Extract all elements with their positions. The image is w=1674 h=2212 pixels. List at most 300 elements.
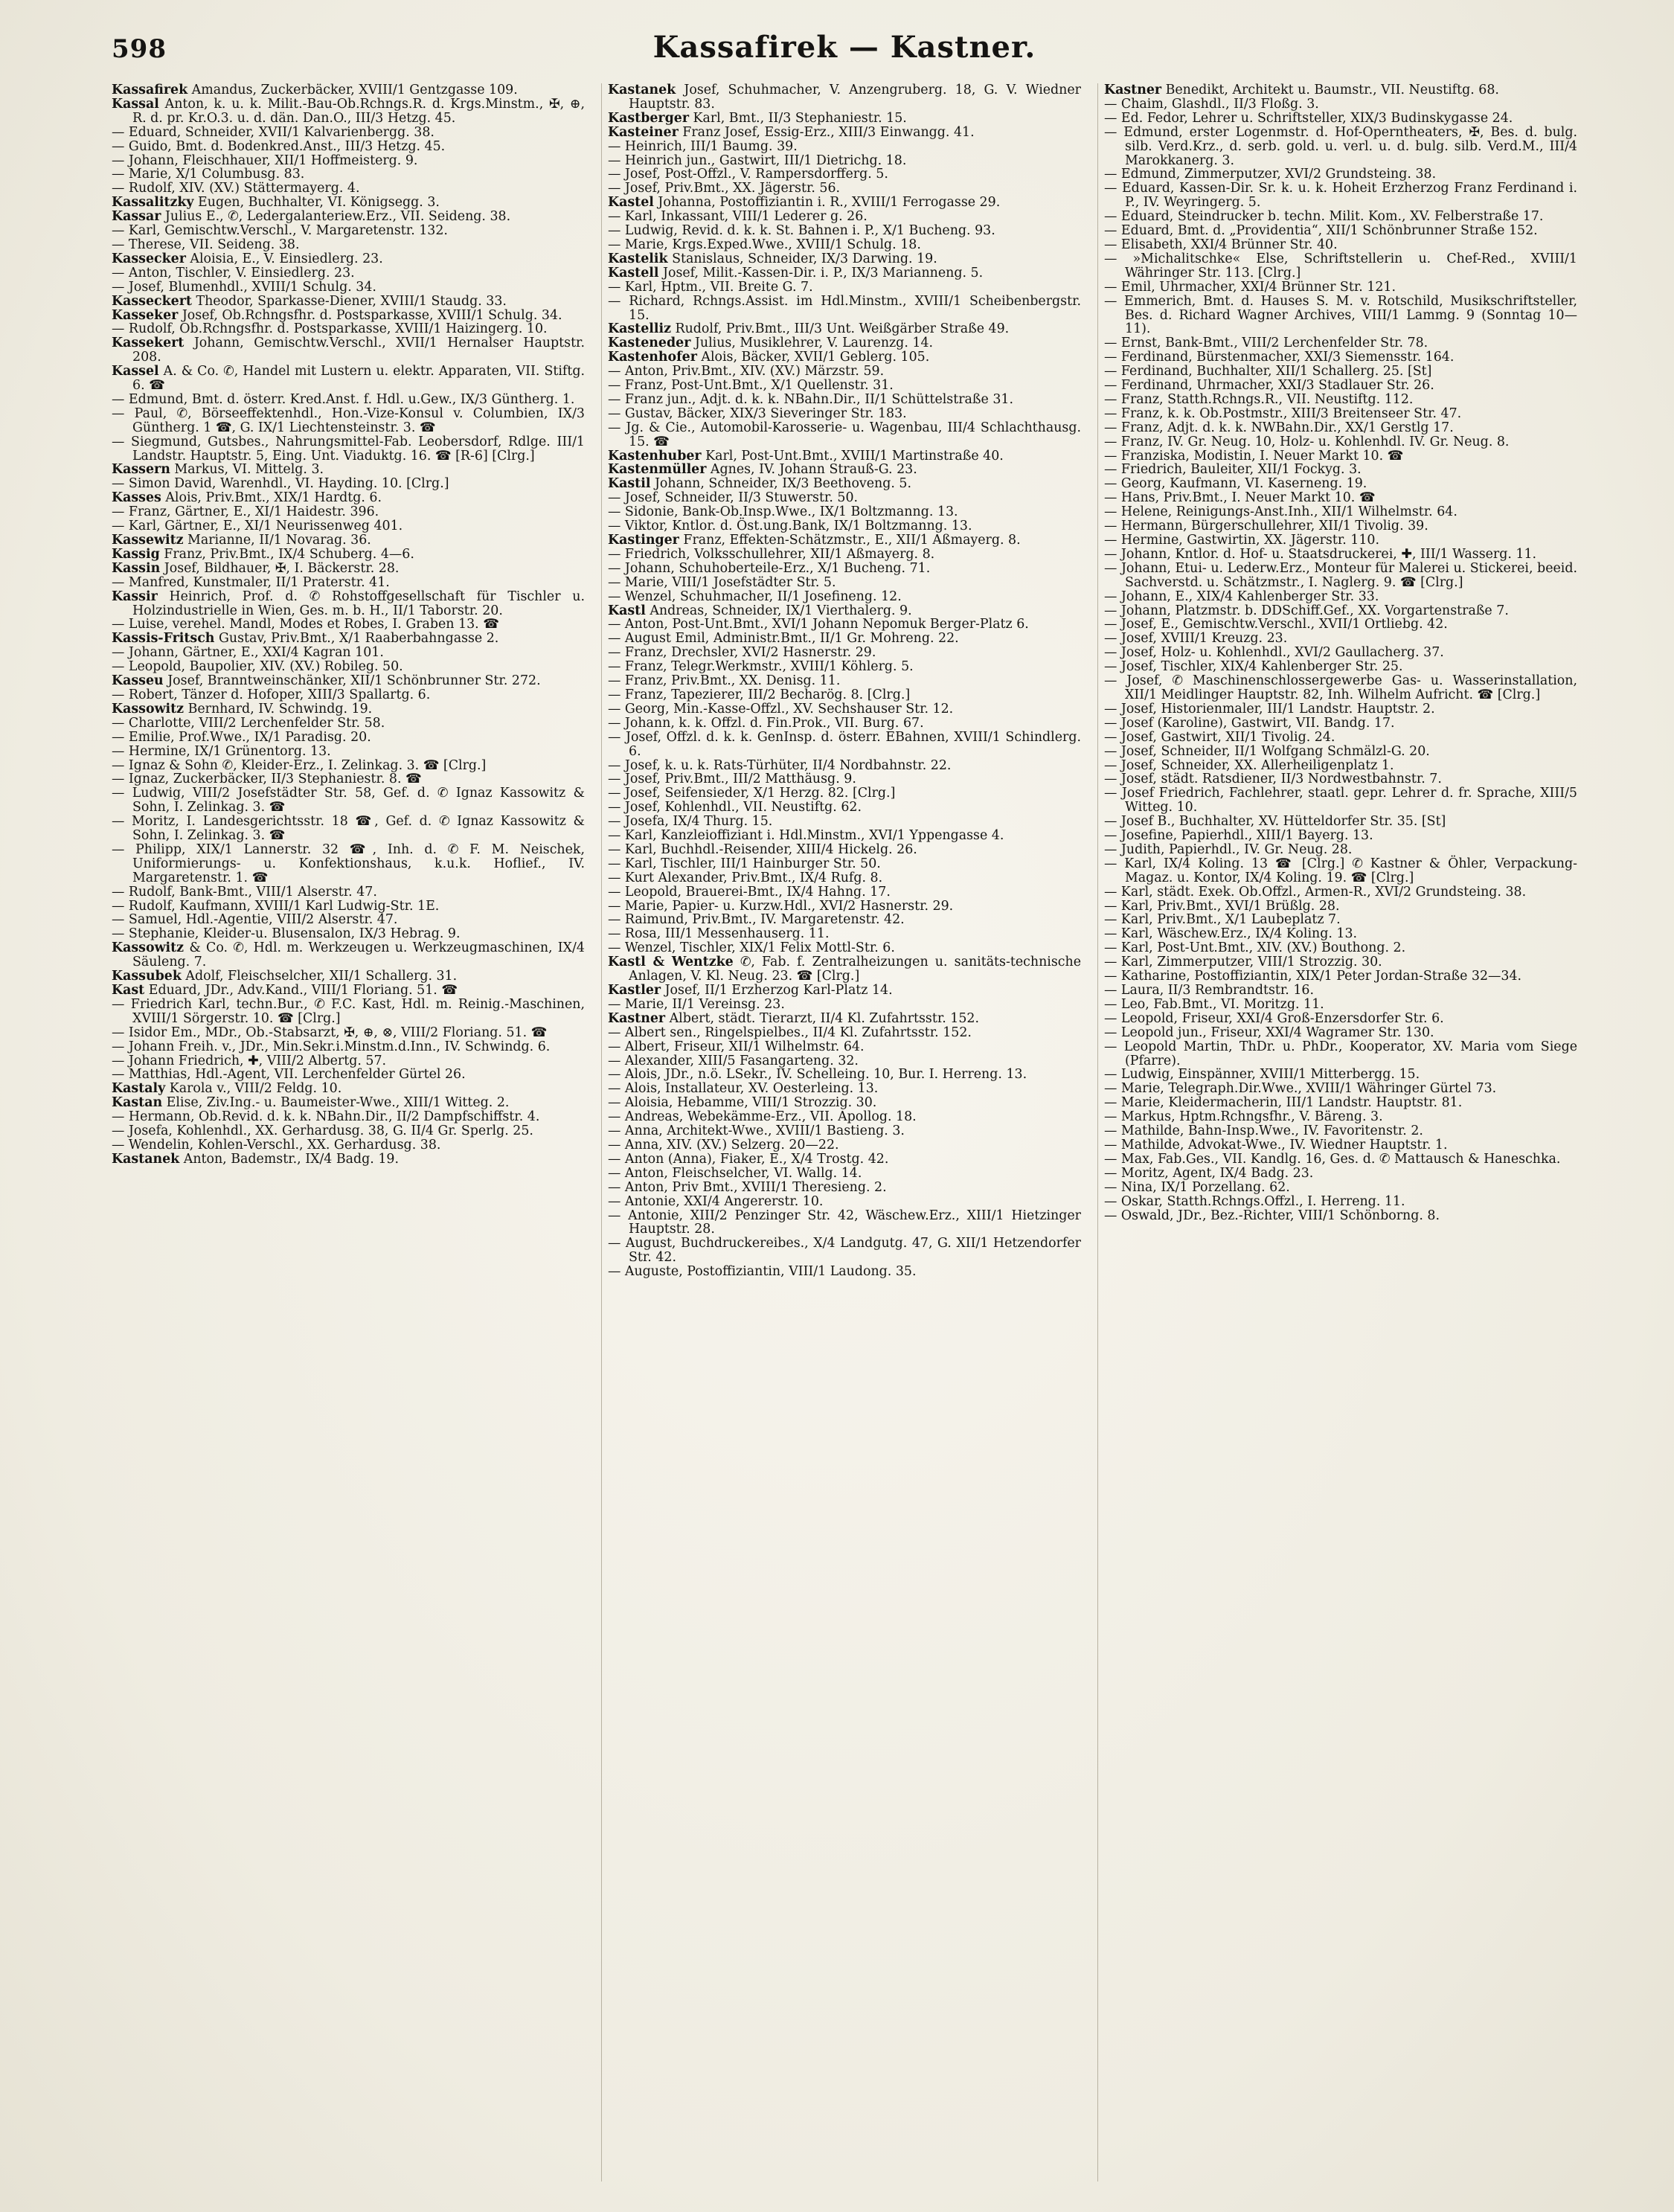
directory-entry: [608, 801, 1081, 815]
entry-details: — Josef, Seifensieder, X/1 Herzg. 82. [Clrg.]: [608, 786, 896, 801]
entry-surname: Kastenhuber: [608, 448, 702, 464]
entry-details: — Hermine, Gastwirtin, XX. Jägerstr. 110.: [1104, 533, 1380, 548]
entry-details: — Karl, Inkassant, VIII/1 Lederer g. 26.: [608, 209, 868, 225]
entry-details: — Franz, Telegr.Werkmstr., XVIII/1 Köhlerg. 5.: [608, 659, 914, 675]
entry-details: — Alois, Installateur, XV. Oesterleing. 13.: [608, 1081, 879, 1097]
entry-details: — Kurt Alexander, Priv.Bmt., IX/4 Rufg. 8.: [608, 870, 883, 885]
directory-entry: [1104, 83, 1577, 97]
entry-details: — Helene, Reinigungs-Anst.Inh., XII/1 Wilhelmstr. 64.: [1104, 504, 1457, 520]
entry-details: — Rudolf, Bank-Bmt., VIII/1 Alserstr. 47.: [112, 884, 377, 900]
entry-details: — Heinrich jun., Gastwirt, III/1 Dietrichg. 18.: [608, 153, 907, 168]
directory-entry: [608, 674, 1081, 688]
directory-entry: [112, 491, 585, 505]
directory-entry: [608, 295, 1081, 323]
entry-details: — Heinrich, III/1 Baumg. 39.: [608, 138, 798, 154]
directory-entry: [608, 449, 1081, 464]
entry-details: — Franz, Statth.Rchngs.R., VII. Neustiftg. 112.: [1104, 391, 1414, 407]
directory-entry: [1104, 1082, 1577, 1096]
entry-details: — Oswald, JDr., Bez.-Richter, VIII/1 Schönborng. 8.: [1104, 1208, 1440, 1223]
directory-entry: [608, 731, 1081, 759]
directory-entry: [608, 717, 1081, 731]
entry-details: — Ferdinand, Uhrmacher, XXI/3 Stadlauer Str. 26.: [1104, 378, 1434, 394]
directory-entry: [1104, 407, 1577, 421]
directory-entry: [112, 548, 585, 562]
page-header: [112, 30, 1577, 74]
entry-details: — Josef, Blumenhdl., XVIII/1 Schulg. 34.: [112, 279, 376, 295]
entry-details: — Josef, Historienmaler, III/1 Landstr. Hauptstr. 2.: [1104, 701, 1435, 717]
directory-entry: [608, 491, 1081, 505]
entry-details: — Leopold, Baupolier, XIV. (XV.) Robileg. 50.: [112, 659, 403, 675]
directory-entry: [112, 702, 585, 717]
directory-entry: [608, 618, 1081, 632]
entry-details: Johann, Schneider, IX/3 Beethoveng. 5.: [650, 476, 912, 492]
directory-entry: [112, 519, 585, 533]
directory-entry: [1104, 955, 1577, 969]
entry-details: — Franz, IV. Gr. Neug. 10, Holz- u. Kohlenhdl. IV. Gr. Neug. 8.: [1104, 434, 1510, 449]
entry-details: Karl, Post-Unt.Bmt., XVIII/1 Martinstraße 40.: [701, 448, 1004, 464]
directory-entry: [608, 196, 1081, 210]
directory-entry: [1104, 1181, 1577, 1195]
entry-details: — Samuel, Hdl.-Agentie, VIII/2 Alserstr. 47.: [112, 912, 398, 928]
directory-entry: [1104, 590, 1577, 604]
directory-entry: [112, 477, 585, 491]
entry-details: Alois, Priv.Bmt., XIX/1 Hardtg. 6.: [161, 490, 382, 506]
entry-details: Gustav, Priv.Bmt., X/1 Raaberbahngasse 2.: [214, 631, 499, 647]
directory-entry: [608, 646, 1081, 660]
directory-entry: [1104, 1096, 1577, 1110]
entry-details: — Manfred, Kunstmaler, II/1 Praterstr. 41.: [112, 574, 390, 590]
directory-entry: [112, 463, 585, 477]
directory-entry: [1104, 505, 1577, 519]
entry-details: — Charlotte, VIII/2 Lerchenfelder Str. 58.: [112, 715, 385, 731]
directory-entry: [608, 393, 1081, 407]
entry-surname: Kastenhofer: [608, 350, 697, 365]
entry-details: — Johann, Platzmstr. b. DDSchiff.Gef., XX. Vorgartenstraße 7.: [1104, 603, 1509, 618]
entry-details: Albert, städt. Tierarzt, II/4 Kl. Zufahrtsstr. 152.: [665, 1010, 980, 1026]
directory-entry: [608, 1167, 1081, 1181]
entry-details: Josef, Bildhauer, ✠, I. Bäckerstr. 28.: [160, 560, 400, 576]
entry-details: — Georg, Min.-Kasse-Offzl., XV. Sechshauser Str. 12.: [608, 701, 954, 717]
directory-entry: [1104, 717, 1577, 731]
entry-details: — Franz, Drechsler, XVI/2 Hasnerstr. 29.: [608, 645, 876, 661]
entry-details: — Karl, Priv.Bmt., XVI/1 Brüßlg. 28.: [1104, 898, 1340, 914]
entry-details: — Ernst, Bank-Bmt., VIII/2 Lerchenfelder Str. 78.: [1104, 336, 1428, 351]
entry-surname: Kasseckert: [112, 293, 192, 309]
entry-details: — Laura, II/3 Rembrandtstr. 16.: [1104, 983, 1315, 998]
directory-entry: [112, 393, 585, 407]
entry-details: — Josef, k. u. k. Rats-Türhüter, II/4 Nordbahnstr. 22.: [608, 757, 952, 773]
entry-surname: Kassig: [112, 546, 160, 562]
directory-entry: [1104, 618, 1577, 632]
directory-entry: [608, 519, 1081, 533]
directory-entry: [1104, 167, 1577, 182]
entry-details: — Leopold, Brauerei-Bmt., IX/4 Hahng. 17.: [608, 884, 891, 900]
directory-entry: [1104, 1167, 1577, 1181]
directory-entry: [112, 590, 585, 618]
entry-surname: Kastelliz: [608, 321, 671, 337]
directory-entry: [112, 266, 585, 280]
page-number: 598: [112, 34, 167, 64]
entry-surname: Kassal: [112, 96, 159, 112]
entry-details: — Edmund, erster Logenmstr. d. Hof-Operntheaters, ✠, Bes. d. bulg. silb. Verd.Krz., d. serb. gold. u. verl. u. d. bulg. silb. Verd.M., III/4 Marokkanerg. 3.: [1104, 124, 1577, 168]
directory-entry: [112, 900, 585, 914]
entry-surname: Kast: [112, 983, 145, 998]
directory-entry: [112, 295, 585, 309]
entry-details: — August Emil, Administr.Bmt., II/1 Gr. Mohreng. 22.: [608, 631, 959, 647]
directory-entry: [112, 154, 585, 168]
entry-details: — Elisabeth, XXI/4 Brünner Str. 40.: [1104, 237, 1338, 252]
directory-entry: [112, 632, 585, 646]
entry-details: — Philipp, XIX/1 Lannerstr. 32 ☎, Inh. d. ✆ F. M. Neischek, Uniformierungs- u. Konfektionshaus, k.u.k. Hoflief., IV. Margaretenstr. 1. ☎: [112, 841, 585, 885]
entry-details: Markus, VI. Mittelg. 3.: [170, 462, 324, 478]
directory-entry: [1104, 632, 1577, 646]
directory-entry: [1104, 731, 1577, 745]
entry-details: — Josefa, Kohlenhdl., XX. Gerhardusg. 38, G. II/4 Gr. Sperlg. 25.: [112, 1123, 533, 1139]
entry-surname: Kassir: [112, 589, 158, 604]
entry-details: — Rudolf, Ob.Rchngsfhr. d. Postsparkasse, XVIII/1 Haizingerg. 10.: [112, 321, 548, 337]
entry-details: — Josef, Gastwirt, XII/1 Tivolig. 24.: [1104, 729, 1335, 745]
entry-details: Josef, Ob.Rchngsfhr. d. Postsparkasse, XVIII/1 Schulg. 34.: [178, 307, 562, 323]
entry-details: Heinrich, Prof. d. ✆ Rohstoffgesellschaft für Tischler u. Holzindustrielle in Wien, Ges. m. b. H., II/1 Taborstr. 20.: [132, 589, 585, 618]
entry-details: — Anton (Anna), Fiaker, E., X/4 Trostg. 42.: [608, 1151, 889, 1167]
entry-details: Theodor, Sparkasse-Diener, XVIII/1 Staudg. 33.: [191, 293, 507, 309]
directory-entry: [112, 1068, 585, 1082]
entry-surname: Kasseu: [112, 673, 164, 689]
directory-entry: [112, 365, 585, 393]
directory-entry: [112, 717, 585, 731]
directory-entry: [1104, 1068, 1577, 1082]
entry-surname: Kassar: [112, 209, 161, 225]
entry-details: — Karl, Tischler, III/1 Hainburger Str. 50.: [608, 856, 881, 871]
entry-details: — Antonie, XIII/2 Penzinger Str. 42, Wäschew.Erz., XIII/1 Hietzinger Hauptstr. 28.: [608, 1208, 1081, 1237]
entry-details: — Nina, IX/1 Porzellang. 62.: [1104, 1179, 1290, 1195]
entry-details: — Karl, städt. Exek. Ob.Offzl., Armen-R., XVI/2 Grundsteing. 38.: [1104, 884, 1527, 900]
entry-details: — Katharine, Postoffiziantin, XIX/1 Peter Jordan-Straße 32—34.: [1104, 969, 1522, 984]
entry-details: — Alois, JDr., n.ö. LSekr., IV. Schelleing. 10, Bur. I. Herreng. 13.: [608, 1067, 1027, 1083]
directory-entry: [608, 1237, 1081, 1265]
entry-details: Anton, Bademstr., IX/4 Badg. 19.: [179, 1151, 400, 1167]
directory-entry: [608, 365, 1081, 379]
entry-details: — Guido, Bmt. d. Bodenkred.Anst., III/3 Hetzg. 45.: [112, 138, 446, 154]
directory-entry: [1104, 97, 1577, 112]
directory-entry: [1104, 1124, 1577, 1138]
directory-entry: [1104, 126, 1577, 168]
directory-entry: [608, 238, 1081, 252]
entry-details: — Leo, Fab.Bmt., VI. Moritzg. 11.: [1104, 996, 1324, 1012]
directory-entry: [1104, 421, 1577, 435]
entry-surname: Kastelik: [608, 251, 668, 266]
directory-entry: [112, 1054, 585, 1068]
entry-details: Eugen, Buchhalter, VI. Königsegg. 3.: [193, 195, 440, 211]
entry-details: Rudolf, Priv.Bmt., III/3 Unt. Weißgärber Straße 49.: [670, 321, 1010, 337]
directory-entry: [112, 1110, 585, 1124]
entry-details: Amandus, Zuckerbäcker, XVIII/1 Gentzgasse 109.: [187, 83, 518, 97]
entry-details: — Anna, XIV. (XV.) Selzerg. 20—22.: [608, 1137, 839, 1153]
directory-entry: [608, 829, 1081, 843]
entry-surname: Kastner: [608, 1010, 666, 1026]
entry-details: — Johann, Kntlor. d. Hof- u. Staatsdruckerei, ✚, III/1 Wasserg. 11.: [1104, 546, 1537, 562]
directory-entry: [112, 576, 585, 590]
entry-details: — Josef, Tischler, XIX/4 Kahlenberger Str. 25.: [1104, 659, 1403, 675]
entry-details: — Max, Fab.Ges., VII. Kandlg. 16, Ges. d. ✆ Mattausch & Haneschka.: [1104, 1151, 1561, 1167]
directory-entry: [112, 941, 585, 969]
directory-entry: [1104, 252, 1577, 280]
entry-details: — Marie, Kleidermacherin, III/1 Landstr. Hauptstr. 81.: [1104, 1095, 1463, 1111]
entry-details: — Paul, ✆, Börseeffektenhdl., Hon.-Vize-Konsul v. Columbien, IX/3 Güntherg. 1 ☎, G. IX/1 Liechtensteinstr. 3. ☎: [112, 405, 585, 435]
entry-details: — Karl, Wäschew.Erz., IX/4 Koling. 13.: [1104, 926, 1358, 942]
entry-details: — Josef, Schneider, II/1 Wolfgang Schmälzl-G. 20.: [1104, 743, 1430, 759]
directory-entry: [112, 238, 585, 252]
entry-details: — Josef, Holz- u. Kohlenhdl., XVI/2 Gaullacherg. 37.: [1104, 645, 1444, 661]
directory-entry: [1104, 112, 1577, 126]
directory-entry: [608, 210, 1081, 224]
entry-details: — Josef, Schneider, XX. Allerheiligenplatz 1.: [1104, 757, 1394, 773]
directory-entry: [608, 941, 1081, 955]
directory-entry: [608, 632, 1081, 646]
directory-entry: [1104, 1012, 1577, 1026]
entry-details: — Ferdinand, Buchhalter, XII/1 Schallerg. 25. [St]: [1104, 364, 1432, 379]
directory-entry: [112, 1040, 585, 1054]
entry-surname: Kastinger: [608, 533, 679, 548]
entry-surname: Kassern: [112, 462, 170, 478]
entry-details: — Marie, X/1 Columbusg. 83.: [112, 167, 305, 182]
entry-details: Anton, k. u. k. Milit.-Bau-Ob.Rchngs.R. d. Krgs.Minstm., ✠, ⊕, R. d. pr. Kr.O.3. u. d. dän. Dan.O., III/3 Hetzg. 45.: [132, 96, 585, 126]
entry-details: — Robert, Tänzer d. Hofoper, XIII/3 Spallartg. 6.: [112, 687, 431, 702]
entry-details: — Josef B., Buchhalter, XV. Hütteldorfer Str. 35. [St]: [1104, 814, 1446, 830]
directory-entry: [1104, 365, 1577, 379]
entry-details: — Karl, Gemischtw.Verschl., V. Margaretenstr. 132.: [112, 223, 448, 239]
entry-details: ✆, Fab. f. Zentralheizungen u. sanitäts-technische Anlagen, V. Kl. Neug. 23. ☎ [Clrg.]: [629, 955, 1081, 984]
entry-details: — Edmund, Bmt. d. österr. Kred.Anst. f. Hdl. u.Gew., IX/3 Güntherg. 1.: [112, 391, 575, 407]
entry-details: — Andreas, Webekämme-Erz., VII. Apollog. 18.: [608, 1109, 917, 1125]
directory-entry: [608, 182, 1081, 196]
entry-details: — Matthias, Hdl.-Agent, VII. Lerchenfelder Gürtel 26.: [112, 1067, 466, 1083]
directory-entry: [112, 913, 585, 927]
entry-details: — Johann, Etui- u. Lederw.Erz., Monteur für Malerei u. Stickerei, beeid. Sachverstd. u. Schätzmstr., I. Naglerg. 9. ☎ [Clrg.]: [1104, 560, 1577, 590]
directory-entry: [112, 210, 585, 224]
directory-entry: [608, 280, 1081, 295]
entry-details: — Marie, VIII/1 Josefstädter Str. 5.: [608, 574, 836, 590]
directory-entry: [112, 772, 585, 786]
directory-entry: [608, 759, 1081, 773]
entry-details: — Karl, Priv.Bmt., X/1 Laubeplatz 7.: [1104, 912, 1341, 928]
entry-surname: Kastel: [608, 195, 654, 211]
directory-entry: [608, 955, 1081, 984]
directory-entry: [1104, 969, 1577, 984]
entry-details: Josef, Milit.-Kassen-Dir. i. P., IX/3 Marianneng. 5.: [658, 265, 984, 280]
entry-details: — Chaim, Glashdl., II/3 Floßg. 3.: [1104, 96, 1319, 112]
entry-details: — Edmund, Zimmerputzer, XVI/2 Grundsteing. 38.: [1104, 167, 1437, 182]
entry-details: — Emmerich, Bmt. d. Hauses S. M. v. Rotschild, Musikschriftsteller, Bes. d. Richard Wagner Archives, VIII/1 Lammg. 9 (Sonntag 10—11).: [1104, 293, 1577, 337]
entry-details: — Viktor, Kntlor. d. Öst.ung.Bank, IX/1 Boltzmanng. 13.: [608, 519, 972, 534]
entry-surname: Kasses: [112, 490, 161, 506]
directory-entry: [1104, 745, 1577, 759]
directory-entry: [112, 759, 585, 773]
entry-details: — Anton, Fleischselcher, VI. Wallg. 14.: [608, 1165, 862, 1181]
entry-details: — Johann, k. k. Offzl. d. Fin.Prok., VII. Burg. 67.: [608, 715, 924, 731]
directory-entry: [1104, 984, 1577, 998]
entry-details: — Josef, Offzl. d. k. k. GenInsp. d. österr. EBahnen, XVIII/1 Schindlerg. 6.: [608, 729, 1081, 759]
entry-surname: Kastberger: [608, 110, 689, 126]
entry-details: — Rudolf, XIV. (XV.) Stättermayerg. 4.: [112, 181, 360, 196]
directory-entry: [608, 1138, 1081, 1153]
entry-details: Franz, Effekten-Schätzmstr., E., XII/1 Aßmayerg. 8.: [679, 533, 1021, 548]
entry-details: — Gustav, Bäcker, XIX/3 Sieveringer Str. 183.: [608, 405, 907, 421]
directory-entry: [112, 815, 585, 843]
entry-details: — Karl, Hptm., VII. Breite G. 7.: [608, 279, 813, 295]
entry-details: — Alexander, XIII/5 Fasangarteng. 32.: [608, 1053, 859, 1068]
directory-entry: [608, 350, 1081, 365]
directory-entry: [608, 688, 1081, 702]
directory-entry: [608, 843, 1081, 857]
entry-details: — Luise, verehel. Mandl, Modes et Robes, I. Graben 13. ☎: [112, 617, 499, 632]
directory-entry: [112, 322, 585, 336]
directory-entry: [112, 1124, 585, 1138]
entry-details: — Franz, Priv.Bmt., XX. Denisg. 11.: [608, 673, 841, 689]
entry-details: — Johann, Schuhoberteile-Erz., X/1 Bucheng. 71.: [608, 560, 931, 576]
directory-entry: [608, 1026, 1081, 1040]
directory-entry: [112, 1026, 585, 1040]
directory-entry: [1104, 843, 1577, 857]
directory-entry: [1104, 857, 1577, 885]
entry-details: — Ignaz, Zuckerbäcker, II/3 Stephaniestr. 8. ☎: [112, 772, 422, 787]
directory-entry: [608, 1096, 1081, 1110]
directory-entry: [112, 927, 585, 941]
directory-entry: [608, 604, 1081, 618]
entry-details: — Josefine, Papierhdl., XIII/1 Bayerg. 13.: [1104, 828, 1373, 844]
entry-details: — Eduard, Kassen-Dir. Sr. k. u. k. Hoheit Erzherzog Franz Ferdinand i. P., IV. Weyringerg. 5.: [1104, 181, 1577, 211]
directory-entry: [1104, 449, 1577, 464]
entry-details: Johann, Gemischtw.Verschl., XVII/1 Hernalser Hauptstr. 208.: [132, 336, 585, 365]
directory-entry: [112, 126, 585, 140]
entry-details: — Raimund, Priv.Bmt., IV. Margaretenstr. 42.: [608, 912, 905, 928]
entry-details: Josef, Branntweinschänker, XII/1 Schönbrunner Str. 272.: [163, 673, 541, 689]
entry-details: Benedikt, Architekt u. Baumstr., VII. Neustiftg. 68.: [1161, 83, 1499, 97]
directory-entry: [608, 857, 1081, 871]
directory-entry: [608, 477, 1081, 491]
directory-entry: [112, 280, 585, 295]
entry-details: — Franz jun., Adjt. d. k. k. NBahn.Dir., II/1 Schüttelstraße 31.: [608, 391, 1013, 407]
directory-entry: [112, 969, 585, 984]
directory-entry: [1104, 238, 1577, 252]
entry-details: — Anton, Post-Unt.Bmt., XVI/1 Johann Nepomuk Berger-Platz 6.: [608, 617, 1029, 632]
entry-surname: Kasteiner: [608, 124, 679, 140]
entry-details: — Richard, Rchngs.Assist. im Hdl.Minstm., XVIII/1 Scheibenbergstr. 15.: [608, 293, 1081, 323]
directory-entry: [112, 407, 585, 435]
directory-entry: [112, 196, 585, 210]
entry-details: — Franziska, Modistin, I. Neuer Markt 10. ☎: [1104, 448, 1404, 464]
entry-details: & Co. ✆, Hdl. m. Werkzeugen u. Werkzeugmaschinen, IX/4 Säuleng. 7.: [132, 940, 585, 970]
entry-details: Julius E., ✆, Ledergalanteriew.Erz., VII. Seideng. 38.: [161, 209, 511, 225]
directory-entry: [1104, 182, 1577, 210]
directory-entry: [112, 1096, 585, 1110]
entry-surname: Kastil: [608, 476, 651, 492]
directory-entry: [112, 1153, 585, 1167]
entry-details: — Therese, VII. Seideng. 38.: [112, 237, 300, 252]
directory-entry: [112, 731, 585, 745]
entry-surname: Kassowitz: [112, 940, 185, 956]
directory-entry: [608, 1153, 1081, 1167]
entry-details: — Karl, Gärtner, E., XI/1 Neurissenweg 401.: [112, 519, 403, 534]
entry-details: — Eduard, Bmt. d. „Providentia“, XII/1 Schönbrunner Straße 152.: [1104, 223, 1538, 239]
directory-entry: [608, 998, 1081, 1012]
entry-details: — Karl, Buchhdl.-Reisender, XIII/4 Hickelg. 26.: [608, 841, 917, 857]
entry-surname: Kastell: [608, 265, 659, 280]
entry-details: — Eduard, Schneider, XVII/1 Kalvarienbergg. 38.: [112, 124, 434, 140]
directory-entry: [608, 590, 1081, 604]
entry-surname: Kasteneder: [608, 336, 691, 351]
entry-details: — Mathilde, Bahn-Insp.Wwe., IV. Favoritenstr. 2.: [1104, 1123, 1423, 1139]
entry-details: Andreas, Schneider, IX/1 Vierthalerg. 9.: [645, 603, 912, 618]
entry-details: Alois, Bäcker, XVII/1 Geblerg. 105.: [696, 350, 930, 365]
directory-entry: [1104, 829, 1577, 843]
entry-details: — Franz, k. k. Ob.Postmstr., XIII/3 Breitenseer Str. 47.: [1104, 405, 1462, 421]
directory-entry: [112, 618, 585, 632]
entry-surname: Kassis-Fritsch: [112, 631, 215, 647]
entry-details: — Emil, Uhrmacher, XXI/4 Brünner Str. 121.: [1104, 279, 1396, 295]
directory-entry: [1104, 1153, 1577, 1167]
entry-details: Aloisia, E., V. Einsiedlerg. 23.: [185, 251, 383, 266]
directory-entry: [1104, 998, 1577, 1012]
entry-details: — Isidor Em., MDr., Ob.-Stabsarzt, ✠, ⊕, ⊗, VIII/2 Floriang. 51. ☎: [112, 1025, 548, 1040]
directory-entry: [1104, 379, 1577, 393]
column-left: [112, 83, 585, 2181]
entry-details: — Anton, Priv.Bmt., XIV. (XV.) Märzstr. 59.: [608, 364, 885, 379]
entry-details: — Moritz, Agent, IX/4 Badg. 23.: [1104, 1165, 1314, 1181]
entry-details: — Ferdinand, Bürstenmacher, XXI/3 Siemensstr. 164.: [1104, 350, 1455, 365]
entry-details: — Josef, Post-Offzl., V. Rampersdorfferg. 5.: [608, 167, 888, 182]
entry-details: — Josef, XVIII/1 Kreuzg. 23.: [1104, 631, 1288, 647]
entry-details: — Josef, E., Gemischtw.Verschl., XVII/1 Ortliebg. 42.: [1104, 617, 1448, 632]
entry-details: — Friedrich Karl, techn.Bur., ✆ F.C. Kast, Hdl. m. Reinig.-Maschinen, XVIII/1 Sörgerstr. 10. ☎ [Clrg.]: [112, 996, 585, 1026]
directory-entry: [608, 533, 1081, 548]
directory-entry: [112, 309, 585, 323]
entry-details: — Leopold Martin, ThDr. u. PhDr., Kooperator, XV. Maria vom Siege (Pfarre).: [1104, 1039, 1577, 1068]
entry-details: — Johann Freih. v., JDr., Min.Sekr.i.Minstm.d.Inn., IV. Schwindg. 6.: [112, 1039, 551, 1054]
directory-entry: [608, 407, 1081, 421]
entry-details: Stanislaus, Schneider, IX/3 Darwing. 19.: [667, 251, 937, 266]
entry-surname: Kastenmüller: [608, 462, 707, 478]
directory-entry: [608, 336, 1081, 350]
directory-entry: [1104, 759, 1577, 773]
entry-details: — Josef, Priv.Bmt., XX. Jägerstr. 56.: [608, 181, 841, 196]
directory-entry: [112, 1082, 585, 1096]
entry-details: — Franz, Gärtner, E., XI/1 Haidestr. 396.: [112, 504, 379, 520]
directory-entry: [1104, 491, 1577, 505]
directory-entry: [608, 772, 1081, 786]
entry-details: — Emilie, Prof.Wwe., IX/1 Paradisg. 20.: [112, 729, 371, 745]
entry-details: — Franz, Adjt. d. k. k. NWBahn.Dir., XX/1 Gerstlg 17.: [1104, 420, 1454, 435]
entry-details: — Ludwig, Revid. d. k. k. St. Bahnen i. P., X/1 Bucheng. 93.: [608, 223, 995, 239]
entry-details: — Johann, Gärtner, E., XXI/4 Kagran 101.: [112, 645, 384, 661]
entry-details: — Anna, Architekt-Wwe., XVIII/1 Bastieng. 3.: [608, 1123, 905, 1139]
directory-entry: [1104, 463, 1577, 477]
entry-details: — Mathilde, Advokat-Wwe., IV. Wiedner Hauptstr. 1.: [1104, 1137, 1448, 1153]
directory-entry: [608, 112, 1081, 126]
entry-details: Julius, Musiklehrer, V. Laurenzg. 14.: [690, 336, 934, 351]
directory-entry: [1104, 941, 1577, 955]
directory-entry: [1104, 1110, 1577, 1124]
entry-surname: Kastler: [608, 983, 661, 998]
entry-details: — Marie, Papier- u. Kurzw.Hdl., XVI/2 Hasnerstr. 29.: [608, 898, 954, 914]
directory-entry: [1104, 519, 1577, 533]
entry-details: — Johann, E., XIX/4 Kahlenberger Str. 33.: [1104, 589, 1379, 604]
entry-details: — Simon David, Warenhdl., VI. Hayding. 10. [Clrg.]: [112, 476, 449, 492]
entry-details: — Anton, Priv Bmt., XVIII/1 Theresieng. 2.: [608, 1179, 887, 1195]
entry-details: — Johann, Fleischhauer, XII/1 Hoffmeisterg. 9.: [112, 153, 418, 168]
directory-entry: [608, 1209, 1081, 1237]
directory-entry: [1104, 295, 1577, 337]
